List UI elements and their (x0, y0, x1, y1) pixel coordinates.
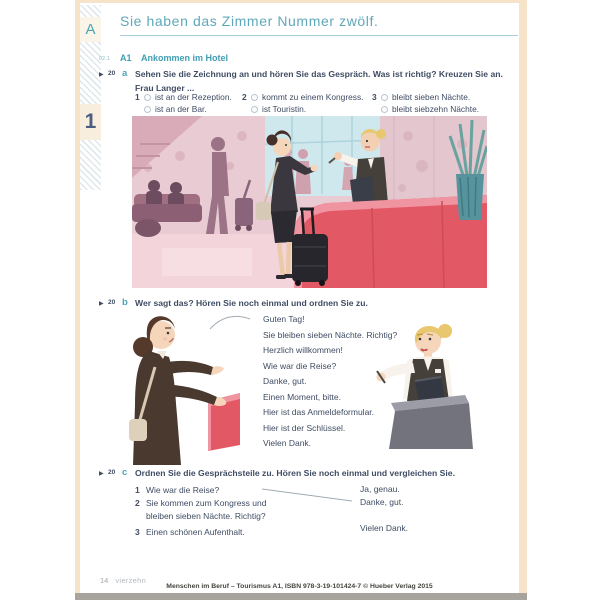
answer-checkbox[interactable] (251, 106, 258, 113)
chapter-number-tab: 1 (80, 104, 101, 140)
section-code: A1 (120, 53, 132, 63)
answer-checkbox[interactable] (381, 94, 388, 101)
dialog-line[interactable]: Danke, gut. (263, 376, 307, 386)
dialog-line[interactable]: Sie bleiben sieben Nächte. Richtig? (263, 329, 398, 340)
exercise-instruction: Sehen Sie die Zeichnung an und hören Sie das Gespräch. Was ist richtig? Kreuzen Sie an. (135, 69, 503, 79)
hotel-lobby-illustration (132, 116, 487, 288)
option-number: 1 (135, 92, 140, 102)
dialog-line[interactable]: Hier ist das Anmeldeformular. (263, 407, 375, 417)
option-3b (372, 104, 479, 114)
dialog-line[interactable]: Herzlich willkommen! (263, 345, 343, 355)
answer-checkbox[interactable] (251, 94, 258, 101)
exercise-letter: c (122, 467, 128, 478)
option-2b (242, 104, 306, 114)
matching-item[interactable]: 2 Sie kommen zum Kongress und (135, 498, 267, 508)
dialog-line[interactable]: Einen Moment, bitte. (263, 391, 341, 402)
exercise-instruction: Ordnen Sie die Gesprächsteile zu. Hören Sie noch einmal und vergleichen Sie. (135, 468, 455, 478)
exercise-letter: a (122, 68, 128, 79)
matching-answer[interactable]: Danke, gut. (360, 497, 404, 507)
match-example-line (260, 487, 356, 507)
answer-checkbox[interactable] (144, 94, 151, 101)
play-icon: ▶ (99, 71, 104, 78)
exercise-a-lead: Frau Langer ... (135, 83, 195, 93)
page-number: 14 (100, 576, 109, 585)
page-number-word: vierzehn (115, 576, 147, 585)
matching-answer[interactable]: Ja, genau. (360, 484, 400, 494)
page-bottom-shadow (75, 593, 527, 600)
option-label: kommt zu einem Kongress. (262, 92, 364, 102)
option-2a (242, 92, 363, 102)
matching-answer[interactable]: Vielen Dank. (360, 523, 409, 533)
dialog-line[interactable]: Hier ist der Schlüssel. (263, 422, 346, 433)
option-1a (135, 92, 232, 102)
dialog-line[interactable]: Guten Tag! (263, 314, 305, 324)
answer-checkbox[interactable] (381, 106, 388, 113)
page-title: Sie haben das Zimmer Nummer zwölf. (120, 13, 518, 36)
option-number: 3 (372, 92, 377, 102)
option-label: ist an der Bar. (155, 104, 207, 114)
option-label: bleibt siebzehn Nächte. (392, 104, 480, 114)
track-number: 20 (108, 469, 116, 476)
dialog-line[interactable]: Vielen Dank. (263, 438, 312, 448)
matching-item[interactable]: 1 Wie war die Reise? (135, 485, 220, 495)
play-icon: ▶ (99, 470, 104, 477)
section-a1-heading-row (80, 53, 519, 65)
speech-connector-line (208, 312, 252, 332)
exercise-c-header (80, 468, 519, 480)
matching-item-continued: bleiben sieben Nächte. Richtig? (146, 511, 266, 521)
exercise-instruction: Wer sagt das? Hören Sie noch einmal und ordnen Sie zu. (135, 298, 368, 308)
imprint-line: Menschen im Beruf – Tourismus A1, ISBN 978-3-19-101424-7 © Hueber Verlag 2015 (166, 583, 433, 590)
matching-left-column (135, 484, 266, 539)
track-number: 20 (108, 70, 116, 77)
option-label: ist Touristin. (262, 104, 307, 114)
option-3a (372, 92, 470, 102)
option-number: 2 (242, 92, 247, 102)
option-label: bleibt sieben Nächte. (392, 92, 471, 102)
textbook-page (80, 3, 519, 593)
matching-item[interactable]: 3 Einen schönen Aufenthalt. (135, 527, 245, 537)
option-1b (135, 104, 207, 114)
play-icon: ▶ (99, 300, 104, 307)
receptionist-illustration (373, 319, 478, 449)
option-label: ist an der Rezeption. (155, 92, 232, 102)
section-heading: Ankommen im Hotel (141, 53, 229, 63)
exercise-a-header (80, 69, 519, 81)
section-letter-tab: A (80, 17, 101, 42)
track-number: 20 (108, 299, 116, 306)
audio-track-marker: 02.1 (99, 56, 110, 62)
exercise-letter: b (122, 297, 128, 308)
answer-checkbox[interactable] (144, 106, 151, 113)
dialog-line[interactable]: Wie war die Reise? (263, 360, 337, 371)
